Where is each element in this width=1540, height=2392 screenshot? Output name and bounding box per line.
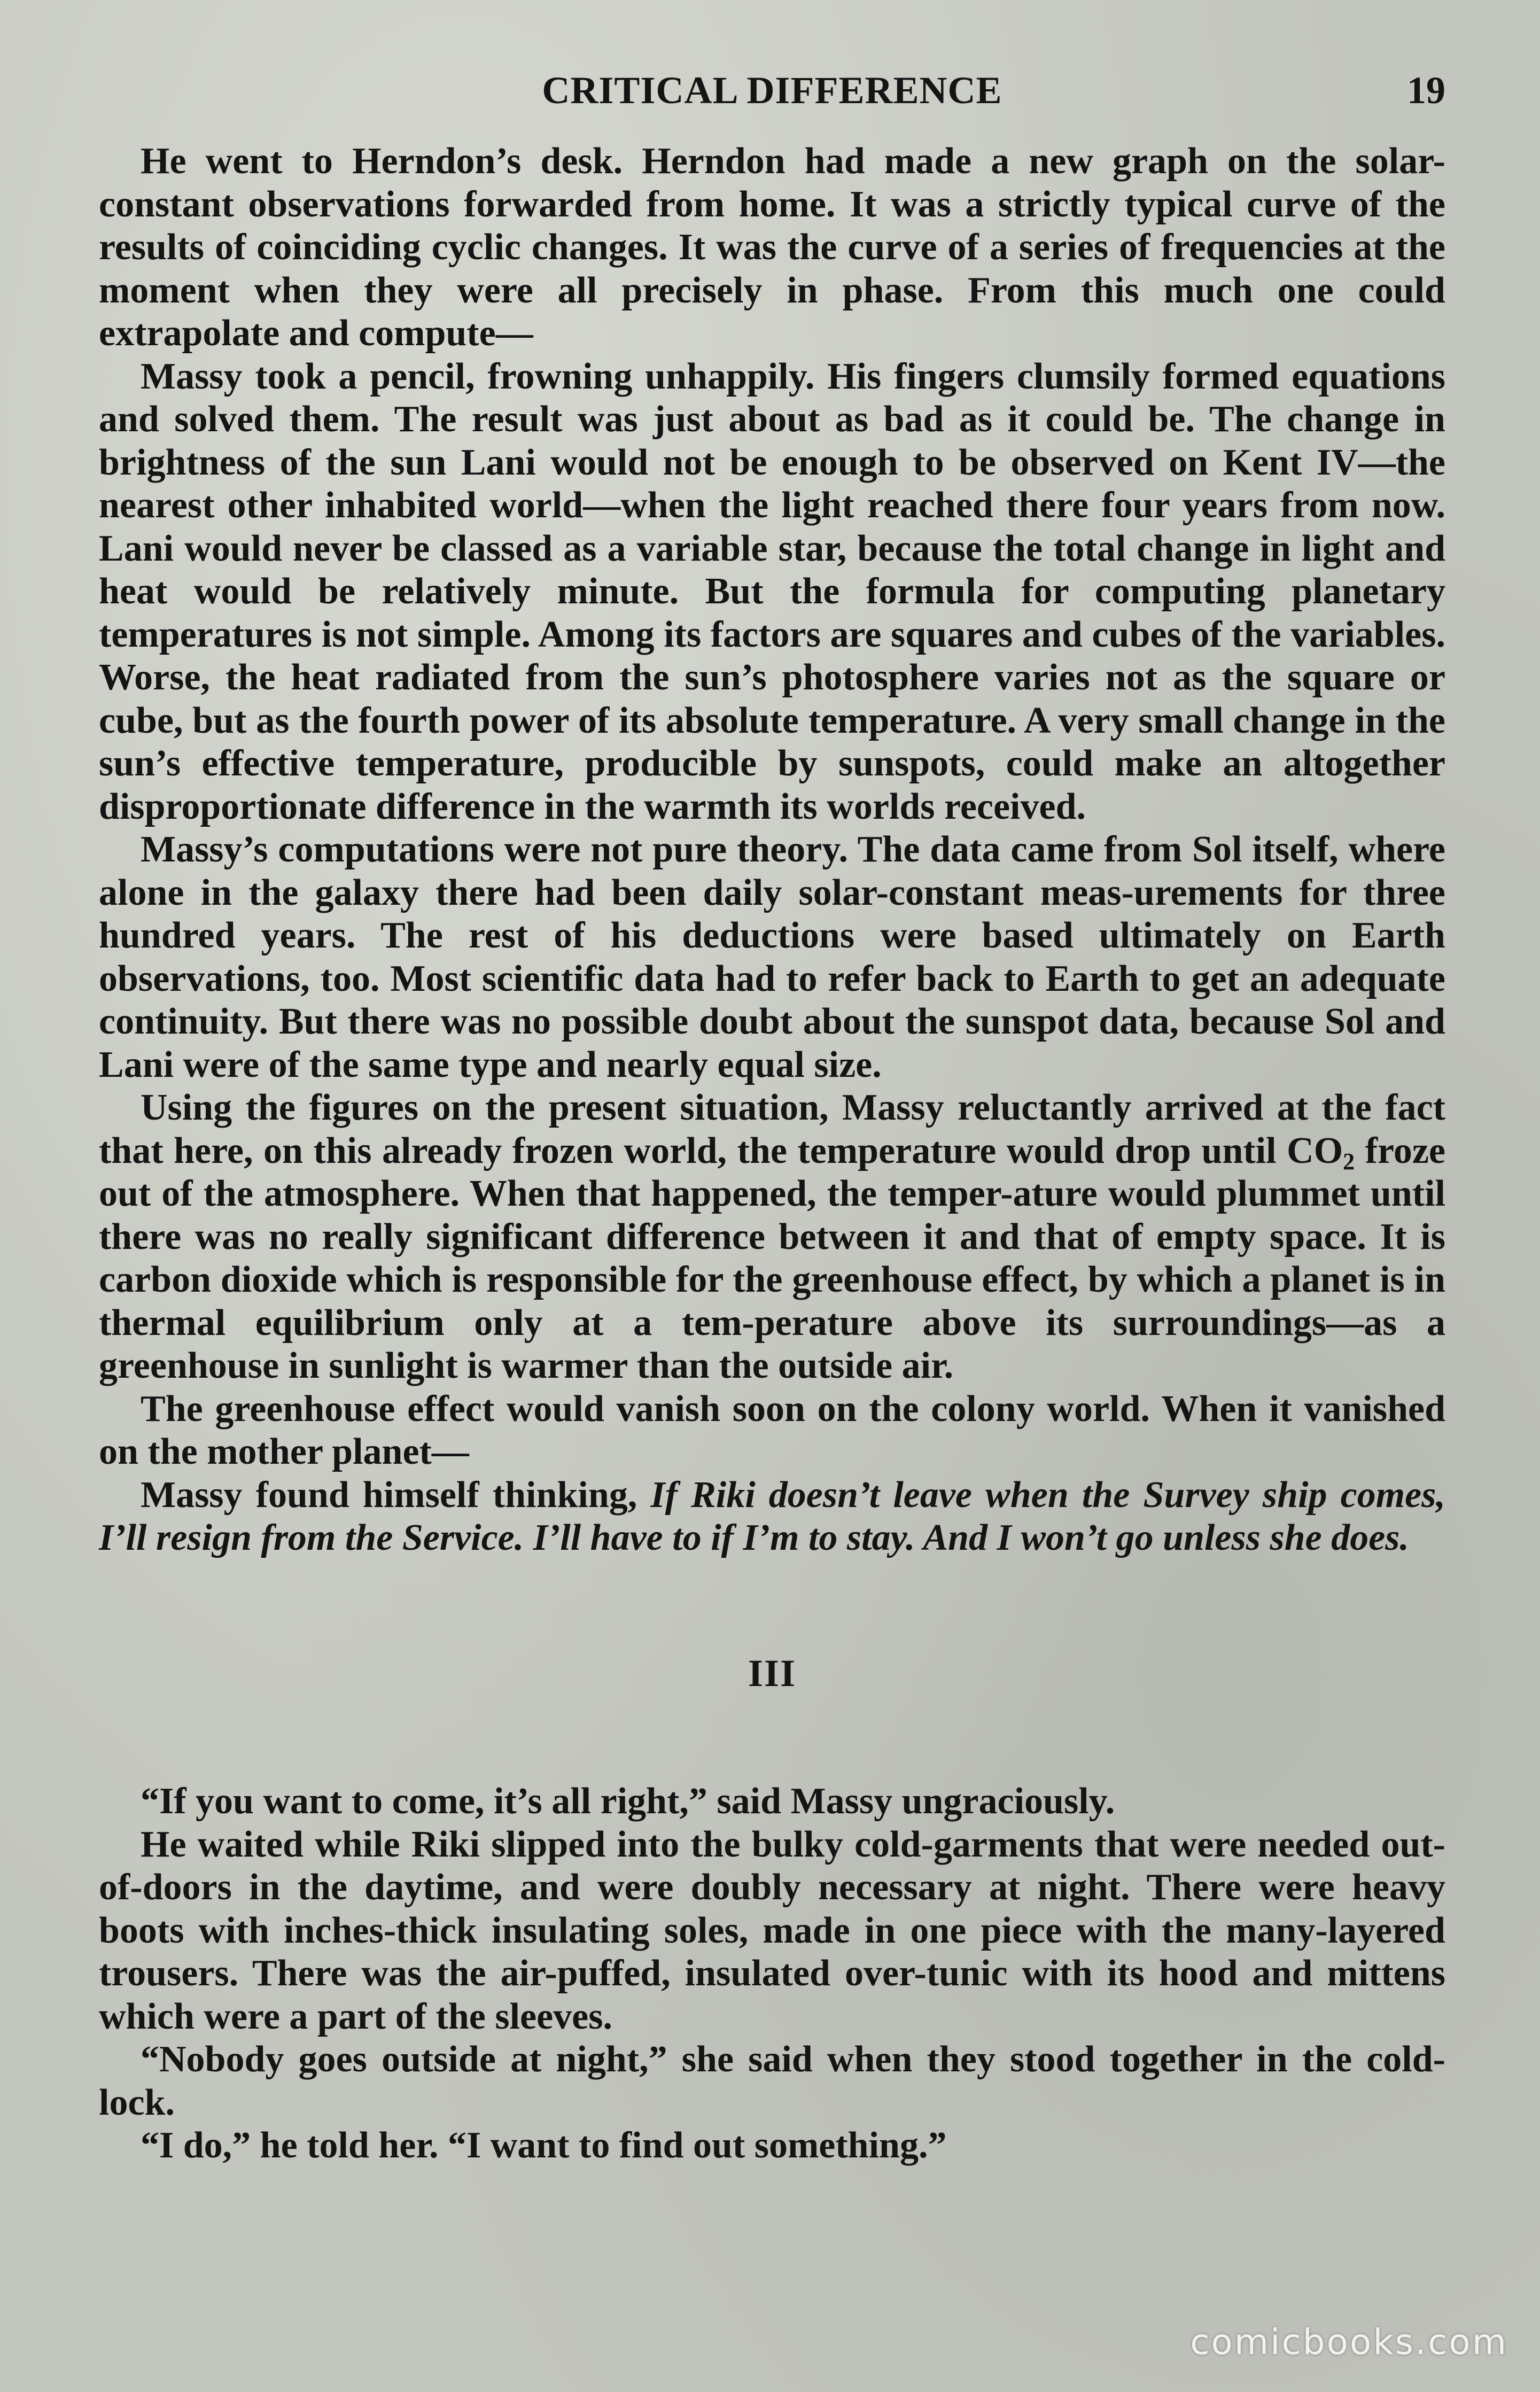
paragraph-6-italic-thought: If Riki doesn’t leave when the Survey ship comes, I’ll resign from the Service. I’ll have to if I’m to stay. And I won’t go unless she does. bbox=[99, 1474, 1445, 1558]
body-text bbox=[99, 140, 1445, 2168]
page-header bbox=[99, 68, 1445, 127]
paragraph-6-lead: Massy found himself thinking, bbox=[141, 1474, 651, 1516]
paragraph-10: “I do,” he told her. “I want to find out something.” bbox=[141, 2125, 947, 2166]
paragraph-8: He waited while Riki slipped into the bulky cold-garments that were needed out-of-doors in the daytime, and were doubly necessary at night. There were heavy boots with inches-thick insulating soles, made in one piece with the many-layered trousers. There was the air-puffed, insulated over-tunic with its hood and mittens which were a part of the sleeves. bbox=[99, 1823, 1445, 2037]
page-number: 19 bbox=[1407, 69, 1445, 112]
co2-subscript: 2 bbox=[1343, 1148, 1355, 1175]
paragraph-4-end: froze out of the atmosphere. When that happened, the temper-ature would plummet until there was no really significant difference between it and that of empty space. It is carbon dioxide which is responsible for the greenhouse effect, by which a planet is in thermal equilibrium only at a tem-perature above its surroundings—as a greenhouse in sunlight is warmer than the outside air. bbox=[99, 1130, 1445, 1386]
paragraph-4-start: Using the figures on the present situation, Massy reluctantly arrived at the fact that here, on this already frozen world, the temperature would drop until CO bbox=[99, 1087, 1445, 1171]
paragraph-4 bbox=[99, 1086, 1445, 1388]
section-mark: III bbox=[748, 1651, 797, 1695]
paragraph-9: “Nobody goes outside at night,” she said when they stood together in the cold-lock. bbox=[99, 2039, 1445, 2123]
paragraph-2: Massy took a pencil, frowning unhappily. His fingers clumsily formed equations and solved them. The result was just about as bad as it could be. The change in brightness of the sun Lani would not be enough to be observed on Kent IV—the nearest other inhabited world—when the light reached there four years from now. Lani would never be classed as a variable star, because the total change in light and heat would be relatively minute. But the formula for computing planetary temperatures is not simple. Among its factors are squares and cubes of the variables. Worse, the heat radiated from the sun’s photosphere varies not as the square or cube, but as the fourth power of its absolute temperature. A very small change in the sun’s effective temperature, producible by sunspots, could make an altogether disproportionate difference in the warmth its worlds received. bbox=[99, 355, 1445, 827]
paragraph-6 bbox=[99, 1474, 1445, 1560]
paragraph-1: He went to Herndon’s desk. Herndon had made a new graph on the solar-constant observations forwarded from home. It was a strictly typical curve of the results of coinciding cyclic changes. It was the curve of a series of frequencies at the moment when they were all precisely in phase. From this much one could extrapolate and compute— bbox=[99, 141, 1445, 354]
watermark: comicbooks.com bbox=[1190, 2321, 1508, 2363]
paragraph-7: “If you want to come, it’s all right,” said Massy ungraciously. bbox=[141, 1781, 1115, 1822]
paragraph-3: Massy’s computations were not pure theory. The data came from Sol itself, where alone in the galaxy there had been daily solar-constant meas-urements for three hundred years. The rest of his deductions were based ultimately on Earth observations, too. Most scientific data had to refer back to Earth to get an adequate continuity. But there was no possible doubt about the sunspot data, because Sol and Lani were of the same type and nearly equal size. bbox=[99, 829, 1445, 1085]
paragraph-5: The greenhouse effect would vanish soon on the colony world. When it vanished on the mother planet— bbox=[99, 1388, 1445, 1472]
running-head: CRITICAL DIFFERENCE bbox=[542, 69, 1002, 112]
